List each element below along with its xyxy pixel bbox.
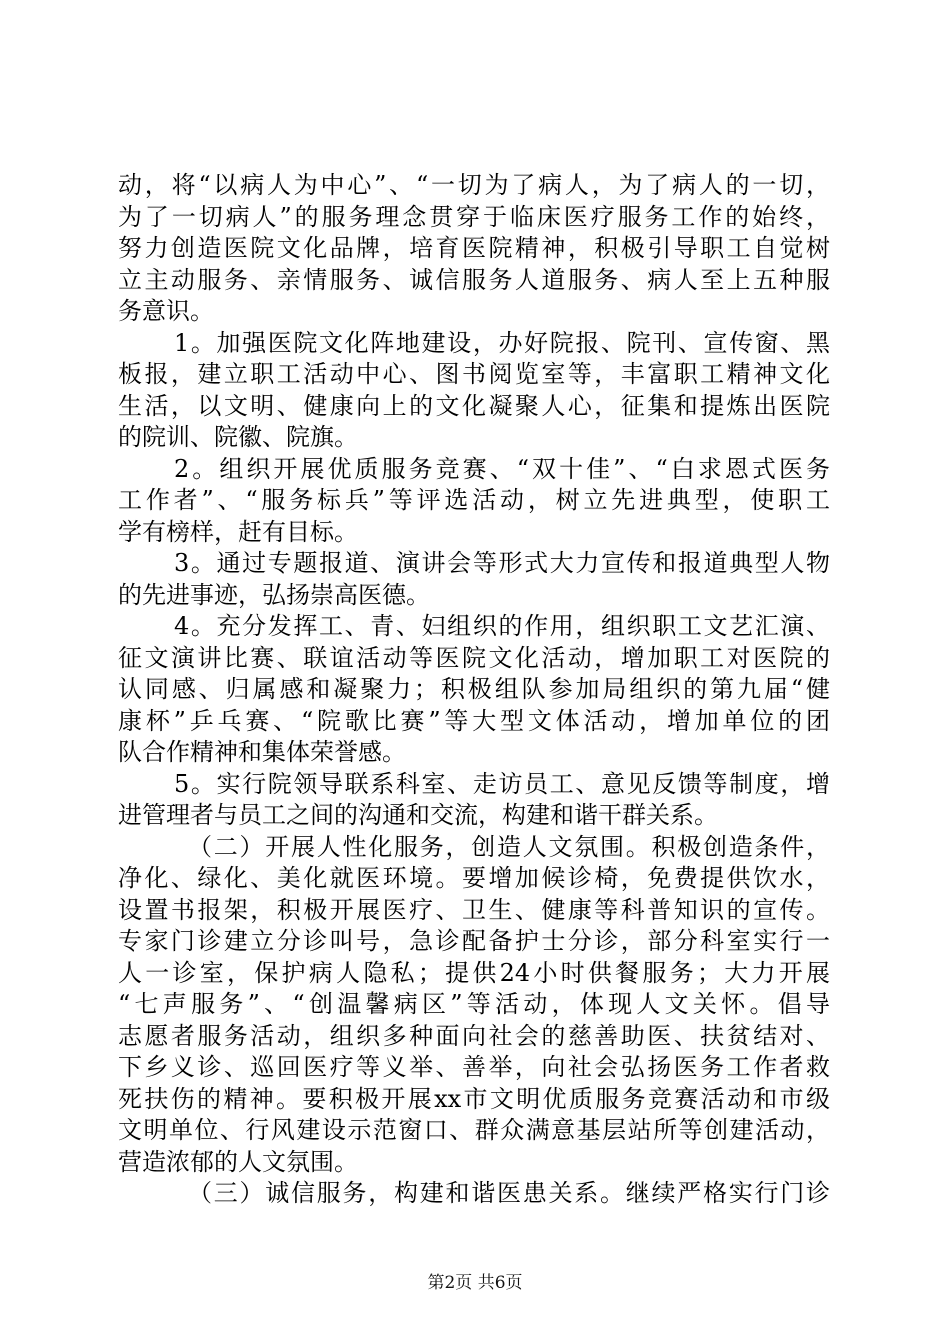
text-line: 板报，建立职工活动中心、图书阅览室等，丰富职工精神文化 <box>118 360 830 388</box>
text-line: 设置书报架，积极开展医疗、卫生、健康等科普知识的宣传。 <box>118 895 830 924</box>
text-line: 认同感、归属感和凝聚力；积极组队参加局组织的第九届“健 <box>118 675 830 703</box>
text-line: 2。组织开展优质服务竞赛、“双十佳”、“白求恩式医务 <box>174 454 830 483</box>
text-line: 净化、绿化、美化就医环境。要增加候诊椅，免费提供饮水， <box>118 864 830 892</box>
text-line: 学有榜样，赶有目标。 <box>118 517 358 546</box>
text-line: 志愿者服务活动，组织多种面向社会的慈善助医、扶贫结对、 <box>118 1021 830 1050</box>
text-line: 征文演讲比赛、联谊活动等医院文化活动，增加职工对医院的 <box>118 643 830 672</box>
text-line: 下乡义诊、巡回医疗等义举、善举，向社会弘扬医务工作者救 <box>118 1053 830 1081</box>
text-line: 务意识。 <box>118 297 214 325</box>
text-line: 立主动服务、亲情服务、诚信服务人道服务、病人至上五种服 <box>118 265 830 294</box>
text-line: （三）诚信服务，构建和谐医患关系。继续严格实行门诊 <box>188 1179 830 1207</box>
text-line: 死扶伤的精神。要积极开展xx市文明优质服务竞赛活动和市级 <box>118 1084 830 1113</box>
text-line: 为了一切病人”的服务理念贯穿于临床医疗服务工作的始终， <box>118 202 830 231</box>
text-line: 4。充分发挥工、青、妇组织的作用，组织职工文艺汇演、 <box>174 612 830 640</box>
text-line: 人一诊室，保护病人隐私；提供24小时供餐服务；大力开展 <box>118 958 830 987</box>
text-line: 1。加强医院文化阵地建设，办好院报、院刊、宣传窗、黑 <box>174 328 830 357</box>
text-line: 专家门诊建立分诊叫号，急诊配备护士分诊，部分科室实行一 <box>118 927 830 955</box>
text-line: 的先进事迹，弘扬崇高医德。 <box>118 580 430 609</box>
text-line: 努力创造医院文化品牌，培育医院精神，积极引导职工自觉树 <box>118 234 830 262</box>
page-number-footer: 第2页 共6页 <box>427 1273 523 1293</box>
text-line: 3。通过专题报道、演讲会等形式大力宣传和报道典型人物 <box>174 549 830 577</box>
text-line: 营造浓郁的人文氛围。 <box>118 1147 358 1176</box>
text-line: 动，将“以病人为中心”、“一切为了病人，为了病人的一切， <box>118 171 830 199</box>
text-line: 的院训、院徽、院旗。 <box>118 423 358 451</box>
body-text <box>118 170 830 1210</box>
text-line: 文明单位、行风建设示范窗口、群众满意基层站所等创建活动， <box>118 1116 830 1144</box>
text-line: 进管理者与员工之间的沟通和交流，构建和谐干群关系。 <box>118 801 718 829</box>
text-line: 康杯”乒乓赛、“院歌比赛”等大型文体活动，增加单位的团 <box>118 706 830 735</box>
text-line: 5。实行院领导联系科室、走访员工、意见反馈等制度，增 <box>174 769 830 798</box>
text-line: “七声服务”、“创温馨病区”等活动，体现人文关怀。倡导 <box>118 990 830 1018</box>
text-line: 队合作精神和集体荣誉感。 <box>118 738 406 766</box>
text-line: （二）开展人性化服务，创造人文氛围。积极创造条件， <box>188 832 830 861</box>
text-line: 工作者”、“服务标兵”等评选活动，树立先进典型，使职工 <box>118 486 830 514</box>
text-line: 生活，以文明、健康向上的文化凝聚人心，征集和提炼出医院 <box>118 391 830 420</box>
